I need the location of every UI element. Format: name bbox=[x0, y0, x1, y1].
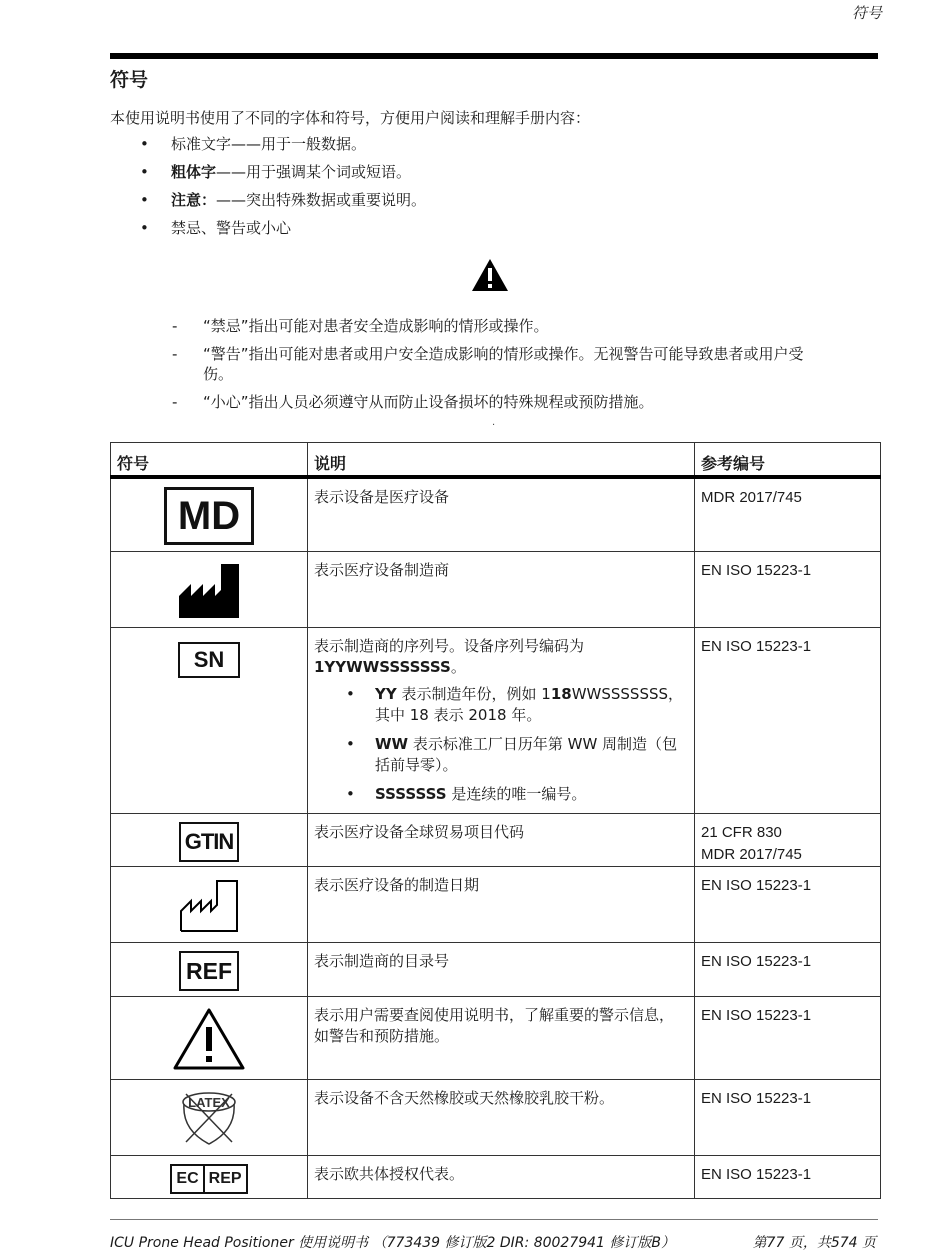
list-item: • 禁忌、警告或小心 bbox=[140, 218, 426, 246]
font-convention-list bbox=[140, 134, 426, 246]
sn-icon: SN bbox=[178, 642, 240, 678]
list-item: - “警告”指出可能对患者或用户安全造成影响的情形或操作。无视警告可能导致患者或用户受伤。 bbox=[172, 344, 832, 384]
table-row bbox=[111, 814, 881, 867]
symbol-table bbox=[110, 442, 881, 1199]
list-item: - “禁忌”指出可能对患者安全造成影响的情形或操作。 bbox=[172, 316, 832, 336]
row-reference: 21 CFR 830 MDR 2017/745 bbox=[695, 814, 881, 867]
row-reference: EN ISO 15223-1 bbox=[695, 628, 881, 814]
header-description: 说明 bbox=[308, 443, 695, 477]
row-description: 表示用户需要查阅使用说明书，了解重要的警示信息，如警告和预防措施。 bbox=[308, 997, 695, 1080]
row-description: 表示制造商的目录号 bbox=[308, 943, 695, 997]
list-item: • YY 表示制造年份，例如 118WWSSSSSSS，其中 18 表示 2018 年。 bbox=[346, 684, 688, 726]
intro-paragraph: 本使用说明书使用了不同的字体和符号，方便用户阅读和理解手册内容： bbox=[110, 109, 591, 127]
running-head: 符号 bbox=[851, 4, 882, 22]
table-row bbox=[111, 628, 881, 814]
footer-rule bbox=[110, 1219, 878, 1220]
row-description: 表示设备不含天然橡胶或天然橡胶乳胶干粉。 bbox=[308, 1080, 695, 1156]
ref-icon: REF bbox=[179, 951, 239, 991]
table-row bbox=[111, 1156, 881, 1199]
svg-text:LATEX: LATEX bbox=[188, 1095, 230, 1110]
warning-triangle-icon bbox=[471, 258, 509, 292]
row-description: 表示医疗设备全球贸易项目代码 bbox=[308, 814, 695, 867]
caution-icon bbox=[173, 1007, 245, 1071]
gtin-icon: GTIN bbox=[179, 822, 239, 862]
list-item: • 粗体字——用于强调某个词或短语。 bbox=[140, 162, 426, 190]
footer-page-number: 第77 页，共574 页 bbox=[752, 1235, 876, 1251]
list-item: • 注意：——突出特殊数据或重要说明。 bbox=[140, 190, 426, 218]
list-item: • SSSSSSS 是连续的唯一编号。 bbox=[346, 784, 688, 805]
row-description: 表示设备是医疗设备 bbox=[308, 477, 695, 552]
header-reference: 参考编号 bbox=[695, 443, 881, 477]
row-description: 表示欧共体授权代表。 bbox=[308, 1156, 695, 1199]
row-description: 表示医疗设备的制造日期 bbox=[308, 867, 695, 943]
table-row bbox=[111, 867, 881, 943]
row-reference: EN ISO 15223-1 bbox=[695, 943, 881, 997]
section-title: 符号 bbox=[110, 69, 149, 91]
footer-document-info: ICU Prone Head Positioner 使用说明书 （773439 修订版2 DIR: 80027941 修订版B） bbox=[110, 1235, 676, 1251]
manufacture-date-icon bbox=[179, 879, 239, 933]
table-row bbox=[111, 552, 881, 628]
header-symbol: 符号 bbox=[111, 443, 308, 477]
top-rule bbox=[110, 53, 878, 59]
row-reference: EN ISO 15223-1 bbox=[695, 552, 881, 628]
row-reference: EN ISO 15223-1 bbox=[695, 1156, 881, 1199]
table-row bbox=[111, 1080, 881, 1156]
manufacturer-icon bbox=[177, 562, 241, 620]
warning-definition-list bbox=[172, 316, 832, 420]
latex-free-icon bbox=[178, 1090, 240, 1146]
table-row bbox=[111, 477, 881, 552]
list-item: • WW 表示标准工厂日历年第 WW 周制造（包括前导零）。 bbox=[346, 734, 688, 776]
row-reference: MDR 2017/745 bbox=[695, 477, 881, 552]
row-reference: EN ISO 15223-1 bbox=[695, 997, 881, 1080]
list-item: - “小心”指出人员必须遵守从而防止设备损坏的特殊规程或预防措施。 bbox=[172, 392, 832, 412]
row-reference: EN ISO 15223-1 bbox=[695, 1080, 881, 1156]
ec-rep-icon: EC REP bbox=[170, 1164, 247, 1194]
list-item: • 标准文字——用于一般数据。 bbox=[140, 134, 426, 162]
stray-dot: · bbox=[492, 420, 496, 431]
row-description: 表示医疗设备制造商 bbox=[308, 552, 695, 628]
serial-format-list bbox=[314, 684, 688, 805]
row-description: 表示制造商的序列号。设备序列号编码为 1YYWWSSSSSSS。 • YY 表示制造年份，例如 118WWSSSSSSS，其中 18 表示 2018 年。 • WW 表示标准工厂日历年第 WW 周制造（包括前导零）。 • SSSSSSS 是连续的唯一编号。 bbox=[308, 628, 695, 814]
table-row bbox=[111, 943, 881, 997]
md-icon: MD bbox=[164, 487, 254, 545]
table-row bbox=[111, 997, 881, 1080]
row-reference: EN ISO 15223-1 bbox=[695, 867, 881, 943]
